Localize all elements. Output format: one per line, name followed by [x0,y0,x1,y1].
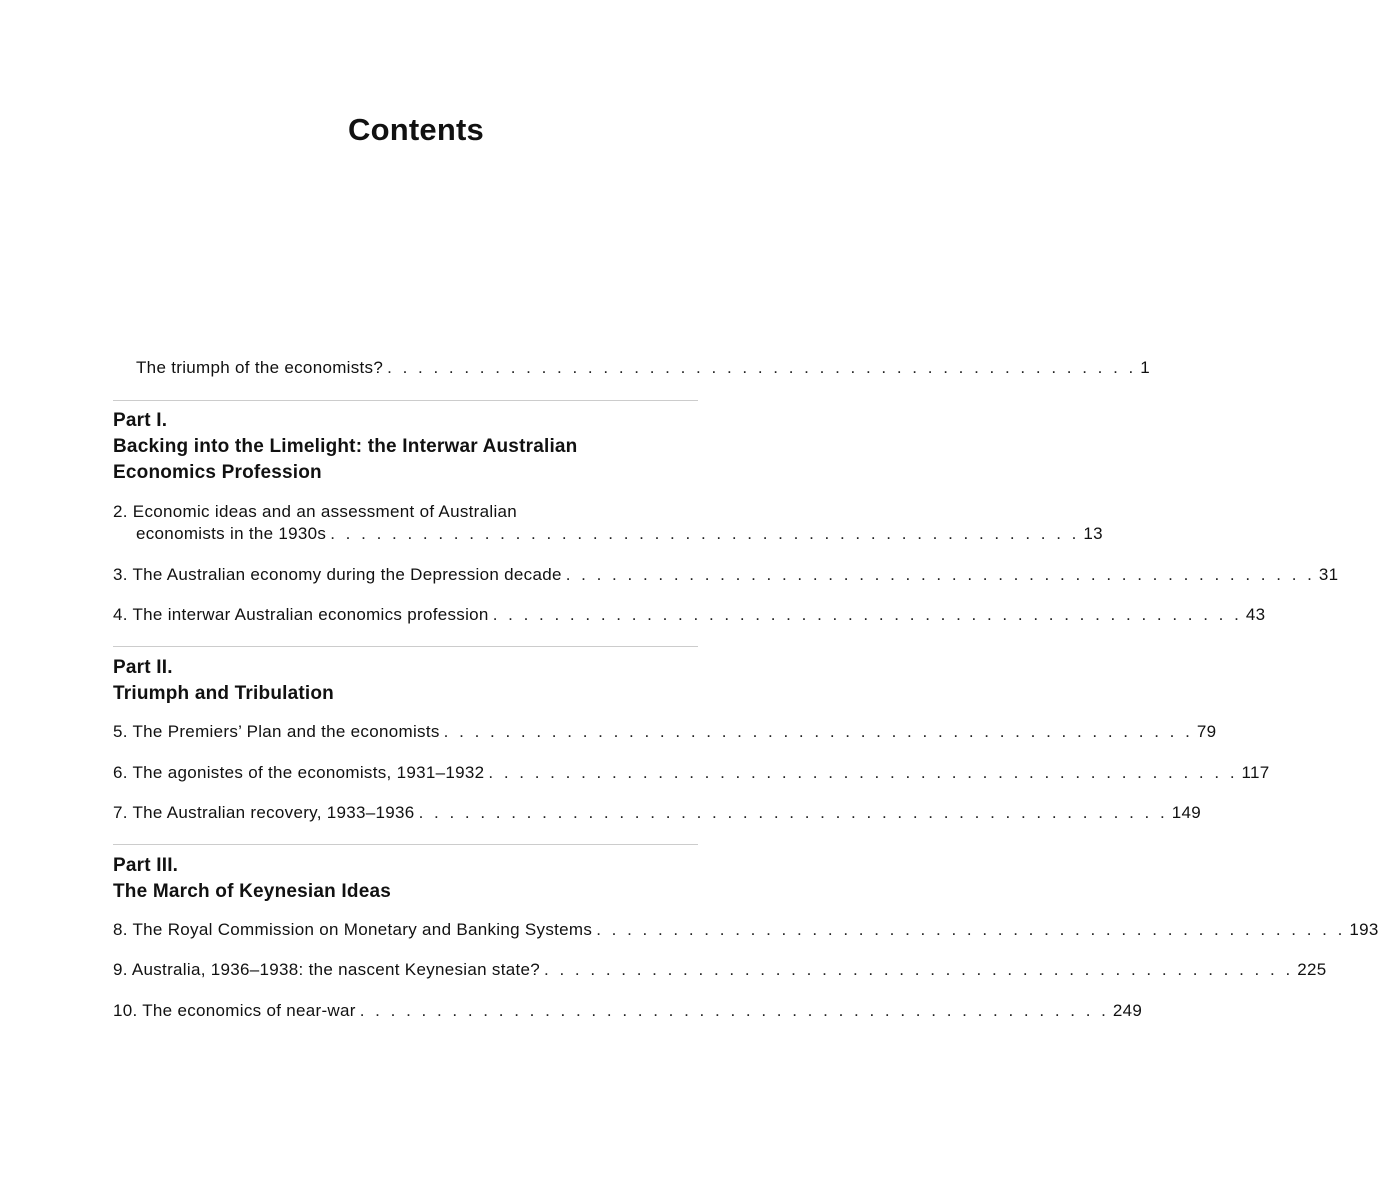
part-number: Part II. [113,657,173,678]
dot-leader: . . . . . . . . . . . . . . . . . . . . . . . . . . . . . . . . . . . . . . . . . . . . . . . . . [387,358,1137,377]
toc-page-number: 193 [1349,920,1379,939]
part-heading-3 [113,853,698,905]
dot-leader: . . . . . . . . . . . . . . . . . . . . . . . . . . . . . . . . . . . . . . . . . . . . . . . . . [418,803,1168,822]
divider [113,400,698,401]
part-title-line: Backing into the Limelight: the Interwar Australian [113,436,578,457]
part-title-line: Economics Profession [113,462,322,483]
toc-entry-label: 4. The interwar Australian economics profession [113,605,489,624]
toc-entry-chapter-4[interactable] [113,604,1266,626]
toc-entry-label: 7. The Australian recovery, 1933–1936 [113,803,415,822]
toc-page-number: 225 [1297,960,1327,979]
dot-leader: . . . . . . . . . . . . . . . . . . . . . . . . . . . . . . . . . . . . . . . . . . . . . . . . . [492,605,1242,624]
toc-page-number: 79 [1196,722,1217,741]
toc-page-number: 149 [1171,803,1201,822]
dot-leader: . . . . . . . . . . . . . . . . . . . . . . . . . . . . . . . . . . . . . . . . . . . . . . . . . [544,960,1294,979]
toc-page-number: 1 [1140,358,1151,377]
toc-page-number: 13 [1083,524,1103,543]
toc-entry-intro[interactable] [113,357,1151,379]
toc-entry-label: 6. The agonistes of the economists, 1931–1932 [113,763,485,782]
part-title-line: Triumph and Tribulation [113,683,334,704]
part-title-line: The March of Keynesian Ideas [113,881,392,902]
dot-leader: . . . . . . . . . . . . . . . . . . . . . . . . . . . . . . . . . . . . . . . . . . . . . . . . . [488,763,1238,782]
toc-entry-label: The triumph of the economists? [136,358,384,377]
toc-entry-label: 10. The economics of near-war [113,1001,356,1020]
toc-entry-label: 2. Economic ideas and an assessment of Australian [113,502,518,521]
toc-entry-chapter-6[interactable] [113,762,1270,784]
part-number: Part III. [113,855,179,876]
toc-entry-chapter-7[interactable] [113,802,1201,824]
part-number: Part I. [113,410,168,431]
toc-entry-label: 3. The Australian economy during the Depression decade [113,565,562,584]
part-heading-2 [113,655,698,707]
toc-entry-chapter-9[interactable] [113,959,1327,981]
toc-entry-label: 9. Australia, 1936–1938: the nascent Keynesian state? [113,960,541,979]
dot-leader: . . . . . . . . . . . . . . . . . . . . . . . . . . . . . . . . . . . . . . . . . . . . . . . . . [330,524,1080,543]
toc-entry-label: economists in the 1930s [136,524,327,543]
toc-page-number: 117 [1241,763,1270,782]
dot-leader: . . . . . . . . . . . . . . . . . . . . . . . . . . . . . . . . . . . . . . . . . . . . . . . . . [443,722,1193,741]
toc-entry-chapter-5[interactable] [113,721,1217,743]
divider [113,646,698,647]
toc-page-number: 249 [1112,1001,1143,1020]
toc-entry-chapter-10[interactable] [113,1000,1143,1022]
toc-entry-chapter-3[interactable] [113,564,1339,586]
dot-leader: . . . . . . . . . . . . . . . . . . . . . . . . . . . . . . . . . . . . . . . . . . . . . . . . . [596,920,1346,939]
dot-leader: . . . . . . . . . . . . . . . . . . . . . . . . . . . . . . . . . . . . . . . . . . . . . . . . . [565,565,1315,584]
page-title: Contents [348,112,484,147]
dot-leader: . . . . . . . . . . . . . . . . . . . . . . . . . . . . . . . . . . . . . . . . . . . . . . . . . [359,1001,1109,1020]
toc-page-number: 31 [1318,565,1339,584]
toc-page-number: 43 [1245,605,1266,624]
toc-entry-label: 5. The Premiers’ Plan and the economists [113,722,440,741]
toc-entry-label: 8. The Royal Commission on Monetary and Banking Systems [113,920,593,939]
part-heading-1 [113,408,698,486]
divider [113,844,698,845]
toc-entry-chapter-8[interactable] [113,919,1379,941]
toc-entry-chapter-2[interactable] [113,501,1103,545]
